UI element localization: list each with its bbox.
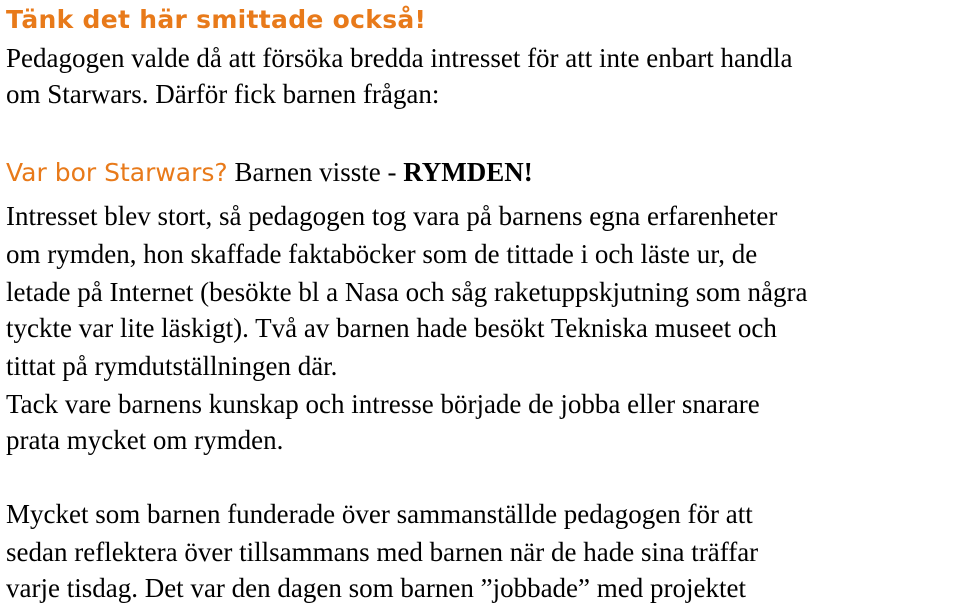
paragraph3-line2: sedan reflektera över tillsammans med barnen när de hade sina träffar bbox=[6, 537, 759, 567]
answer-emphasis: RYMDEN! bbox=[403, 157, 533, 187]
paragraph2-line6: Tack vare barnens kunskap och intresse började de jobba eller snarare bbox=[6, 389, 760, 419]
paragraph2-line1: Intresset blev stort, så pedagogen tog vara på barnens egna erfarenheter bbox=[6, 201, 778, 231]
paragraph3-line1: Mycket som barnen funderade över sammanställde pedagogen för att bbox=[6, 499, 753, 529]
paragraph2-line2: om rymden, hon skaffade faktaböcker som de tittade i och läste ur, de bbox=[6, 239, 758, 269]
paragraph2-line7: prata mycket om rymden. bbox=[6, 425, 284, 455]
question-line bbox=[6, 154, 533, 191]
paragraph1-line1: Pedagogen valde då att försöka bredda intresset för att inte enbart handla bbox=[6, 43, 793, 73]
paragraph3-line3: varje tisdag. Det var den dagen som barnen ”jobbade” med projektet bbox=[6, 573, 746, 603]
heading: Tänk det här smittade också! bbox=[6, 5, 427, 34]
answer-intro: Barnen visste - bbox=[227, 157, 404, 187]
paragraph2-line4: tyckte var lite läskigt). Två av barnen hade besökt Tekniska museet och bbox=[6, 313, 777, 343]
question-label: Var bor Starwars? bbox=[6, 158, 228, 187]
paragraph2-line3: letade på Internet (besökte bl a Nasa och såg raketuppskjutning som några bbox=[6, 277, 808, 307]
paragraph2-line5: tittat på rymdutställningen där. bbox=[6, 351, 338, 381]
paragraph1-line2: om Starwars. Därför fick barnen frågan: bbox=[6, 79, 440, 109]
